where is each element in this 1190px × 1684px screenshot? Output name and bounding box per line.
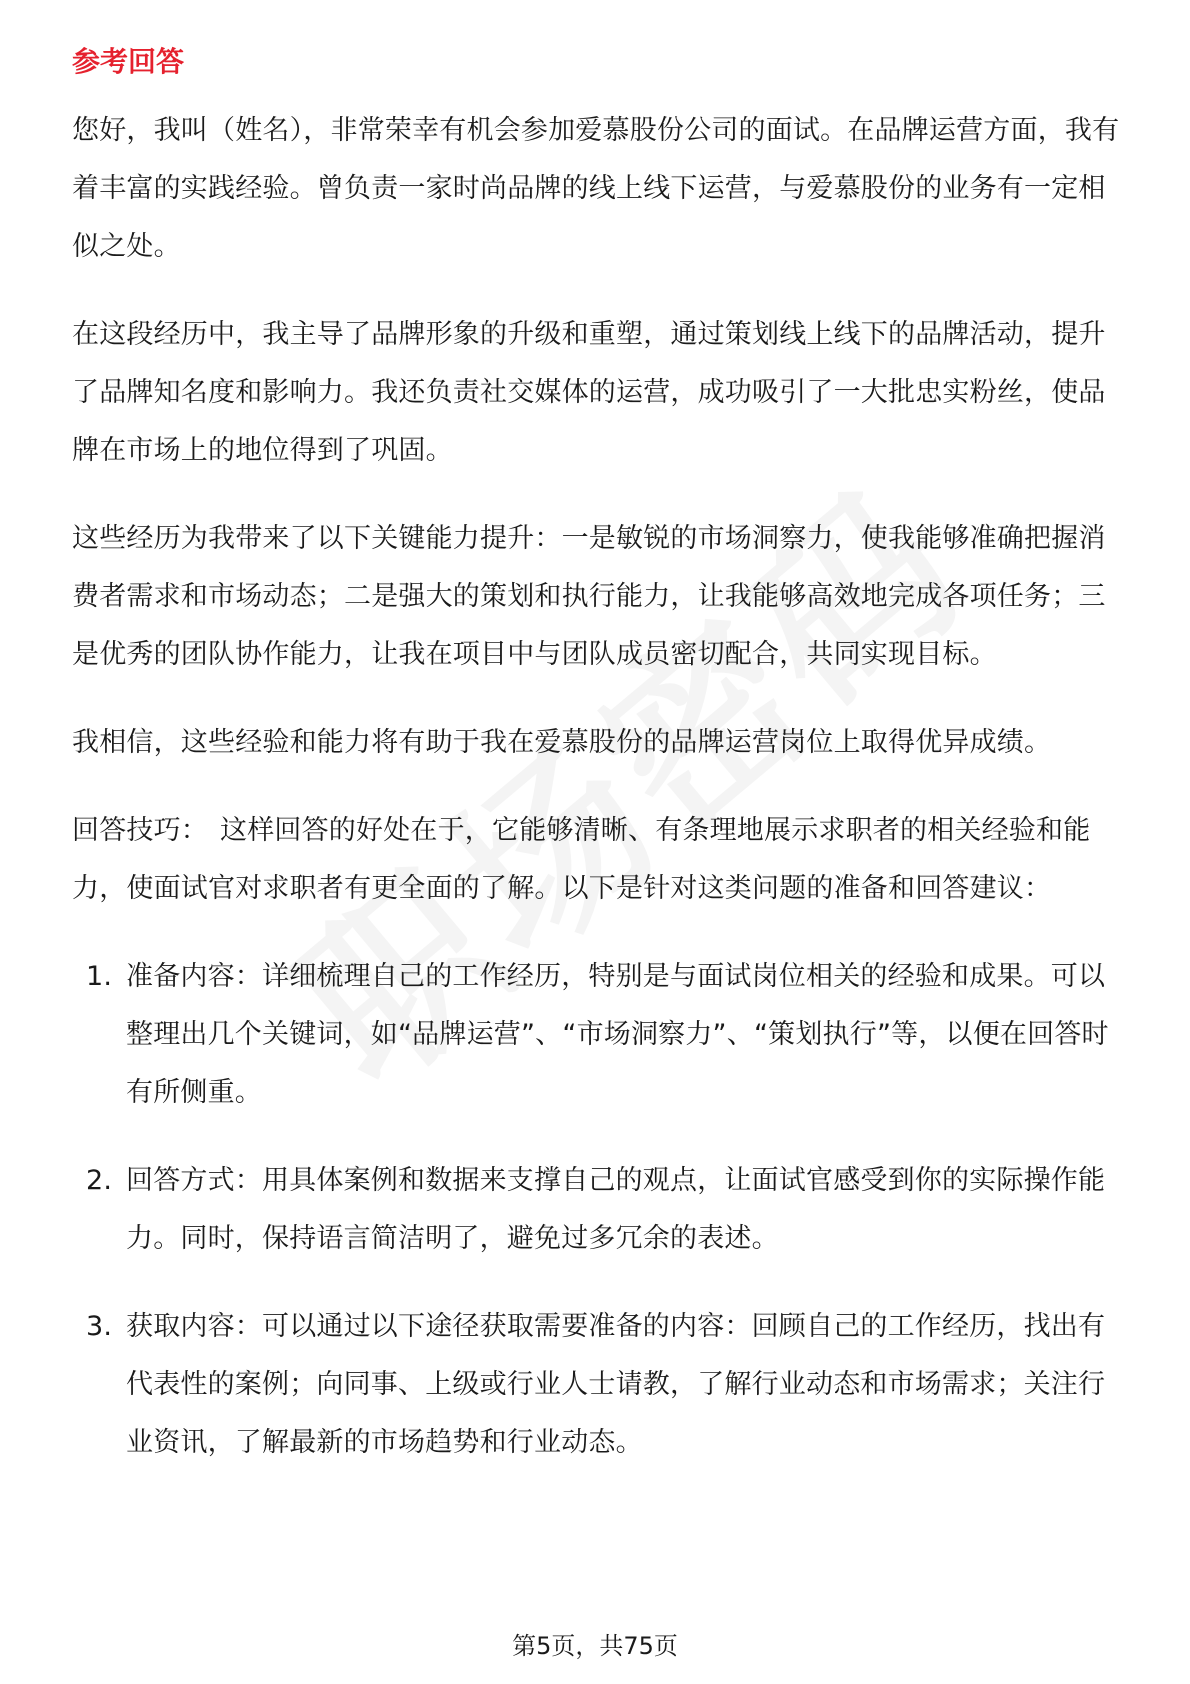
advice-list (72, 948, 1122, 1472)
list-item-text: 准备内容：详细梳理自己的工作经历，特别是与面试岗位相关的经验和成果。可以整理出几个关键词，如“品牌运营”、“市场洞察力”、“策划执行”等，以便在回答时有所侧重。 (126, 961, 1109, 1108)
section-title: 参考回答 (72, 45, 185, 78)
paragraph-experience: 在这段经历中，我主导了品牌形象的升级和重塑，通过策划线上线下的品牌活动，提升了品牌知名度和影响力。我还负责社交媒体的运营，成功吸引了一大批忠实粉丝，使品牌在市场上的地位得到了巩固。 (72, 319, 1106, 466)
tips-text: 这样回答的好处在于，它能够清晰、有条理地展示求职者的相关经验和能力，使面试官对求职者有更全面的了解。以下是针对这类问题的准备和回答建议： (72, 815, 1091, 904)
paragraph-abilities: 这些经历为我带来了以下关键能力提升：一是敏锐的市场洞察力，使我能够准确把握消费者需求和市场动态；二是强大的策划和执行能力，让我能够高效地完成各项任务；三是优秀的团队协作能力，让我在项目中与团队成员密切配合，共同实现目标。 (72, 523, 1106, 670)
paragraph-intro: 您好，我叫（姓名），非常荣幸有机会参加爱慕股份公司的面试。在品牌运营方面，我有着丰富的实践经验。曾负责一家时尚品牌的线上线下运营，与爱慕股份的业务有一定相似之处。 (72, 115, 1120, 262)
paragraph-conclusion: 我相信，这些经验和能力将有助于我在爱慕股份的品牌运营岗位上取得优异成绩。 (72, 727, 1052, 758)
tips-paragraph (72, 802, 1122, 918)
list-item-text: 回答方式：用具体案例和数据来支撑自己的观点，让面试官感受到你的实际操作能力。同时，保持语言简洁明了，避免过多冗余的表述。 (126, 1165, 1106, 1254)
page-footer: 第5页，共75页 (512, 1632, 678, 1660)
list-item-text: 获取内容：可以通过以下途径获取需要准备的内容：回顾自己的工作经历，找出有代表性的案例；向同事、上级或行业人士请教，了解行业动态和市场需求；关注行业资讯，了解最新的市场趋势和行业动态。 (126, 1311, 1106, 1458)
list-number: 1. (86, 961, 113, 992)
list-item (72, 1152, 1122, 1268)
list-number: 3. (86, 1311, 113, 1342)
tips-label: 回答技巧： (72, 815, 208, 846)
list-number: 2. (86, 1165, 113, 1196)
list-item (72, 948, 1122, 1122)
content (72, 44, 1122, 1502)
list-item (72, 1298, 1122, 1472)
